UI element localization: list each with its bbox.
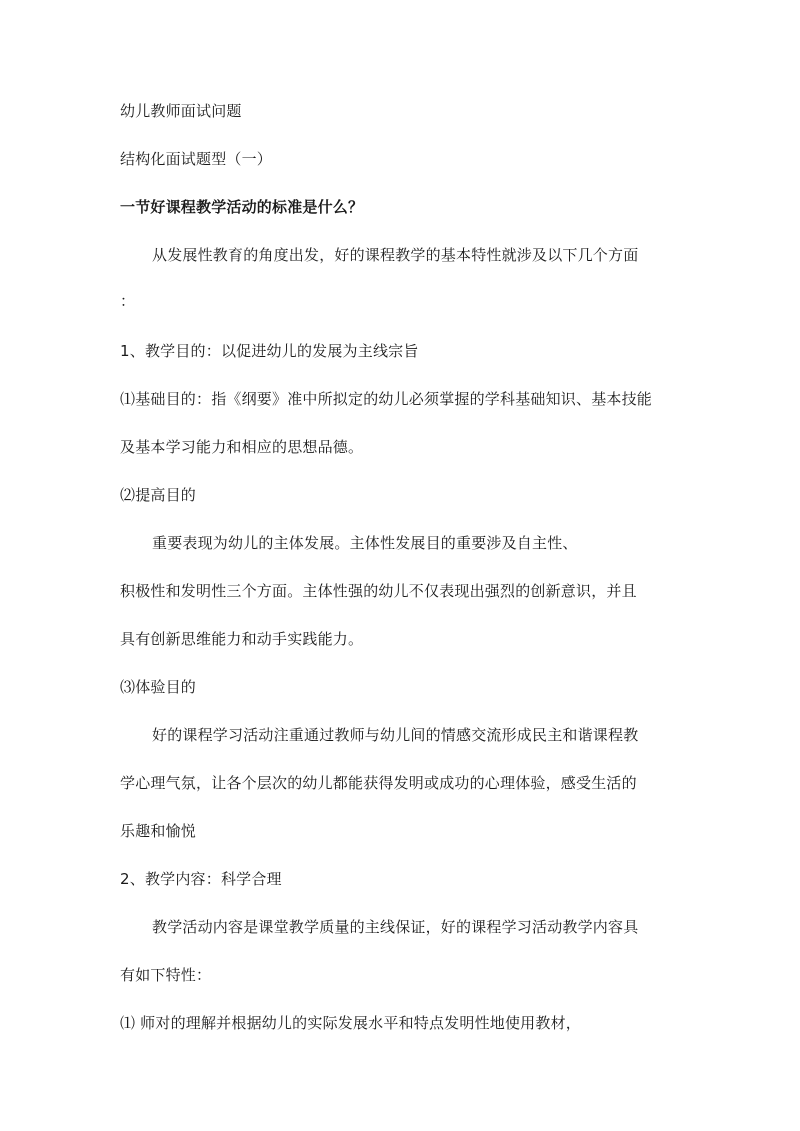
document-subtitle: 结构化面试题型（一） (120, 150, 273, 168)
document-title: 幼儿教师面试问题 (120, 102, 242, 120)
subsection-heading: ⑵提高目的 (120, 486, 197, 504)
paragraph-line: 从发展性教育的角度出发，好的课程教学的基本特性就涉及以下几个方面 (152, 246, 639, 264)
paragraph-line: 教学活动内容是课堂教学质量的主线保证，好的课程学习活动教学内容具 (152, 918, 639, 936)
paragraph-line: 学心理气氛，让各个层次的幼儿都能获得发明或成功的心理体验，感受生活的 (120, 774, 637, 792)
paragraph-line: 好的课程学习活动注重通过教师与幼儿间的情感交流形成民主和谐课程教 (152, 726, 639, 744)
question-heading: 一节好课程教学活动的标准是什么？ (120, 198, 364, 216)
section-heading: 2、教学内容：科学合理 (120, 870, 282, 888)
section-heading: 1、教学目的：以促进幼儿的发展为主线宗旨 (120, 342, 419, 360)
paragraph-line: 重要表现为幼儿的主体发展。主体性发展目的重要涉及自主性、 (152, 534, 578, 552)
subsection-heading: ⑶体验目的 (120, 678, 197, 696)
paragraph-line: ⑴基础目的：指《纲要》准中所拟定的幼儿必须掌握的学科基础知识、基本技能 (120, 390, 653, 408)
paragraph-line: 乐趣和愉悦 (120, 822, 197, 840)
paragraph-line: 积极性和发明性三个方面。主体性强的幼儿不仅表现出强烈的创新意识，并且 (120, 582, 637, 600)
paragraph-line: 及基本学习能力和相应的思想品德。 (120, 438, 364, 456)
paragraph-line: ： (120, 292, 136, 310)
paragraph-line: 具有创新思维能力和动手实践能力。 (120, 630, 364, 648)
paragraph-line: ⑴ 师对的理解并根据幼儿的实际发展水平和特点发明性地使用教材， (120, 1014, 581, 1032)
paragraph-line: 有如下特性： (120, 966, 212, 984)
